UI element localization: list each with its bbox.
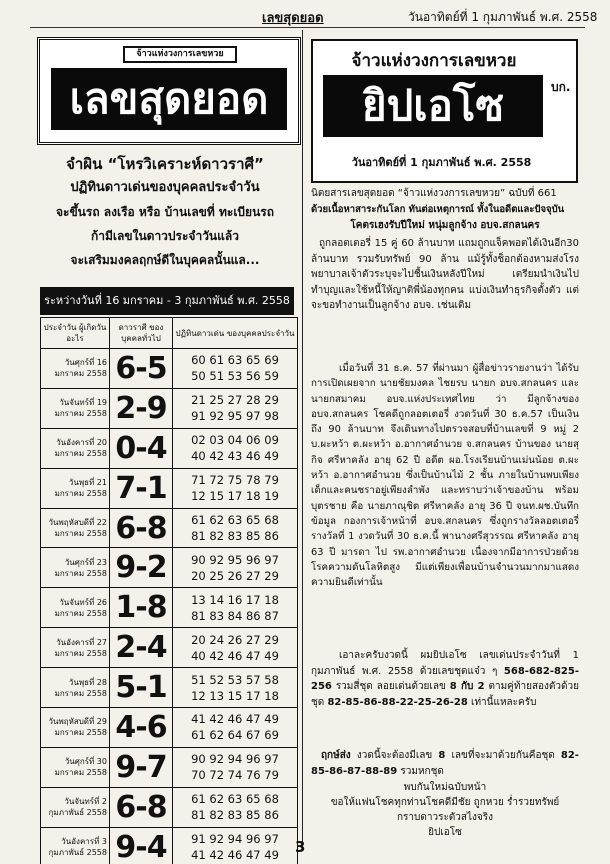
prediction-text: ตามคู่ท้ายสองตัวด้วยชุด bbox=[311, 681, 580, 708]
row-date-cell bbox=[41, 588, 110, 628]
row-numbers-line: 61 62 64 67 69 bbox=[191, 728, 279, 743]
logo-box bbox=[37, 37, 301, 145]
closing-line: กราบดาวระตัวสไงจริง bbox=[396, 812, 494, 823]
column-title-box bbox=[311, 39, 578, 183]
row-numbers-cell bbox=[173, 827, 298, 864]
row-numbers-line: 81 82 83 85 86 bbox=[191, 529, 279, 543]
row-day: วันจันทร์ที่ 19 bbox=[59, 398, 107, 408]
row-day: วันพฤหัสบดีที่ 22 bbox=[48, 518, 107, 527]
row-date-cell bbox=[41, 508, 110, 548]
row-numbers-cell bbox=[173, 428, 298, 468]
row-month: มกราคม 2558 bbox=[54, 728, 107, 738]
row-lucky-pair: 0-4 bbox=[110, 428, 173, 468]
table-row bbox=[41, 628, 298, 668]
row-numbers-cell bbox=[173, 708, 298, 748]
row-date-cell bbox=[41, 349, 110, 389]
closing-line: พบกันใหม่ฉบับหน้า bbox=[403, 782, 487, 793]
row-date-cell bbox=[41, 827, 110, 864]
row-numbers-cell bbox=[173, 628, 298, 668]
story-paragraph: ถูกลอตเตอรี่ 15 คู่ 60 ล้านบาท แถมถูกแจ็คพอตได้เงินอีก30 ล้านบาท รวมรับทรัพย์ 90 ล้าน แม้รู้ทั้งช็อกต้องหามส่งโรงพยาบาลเจ้าตัวระบุจะไปชื้นเงินหลังปีใหม่ เตรียมนำเงินไปทำบุญและใช้หนี้ให้ญาติพี่น้องทุกคน แบ่งเงินทำธุรกิจตั้งตัว แต่จะขอทำงานเป็นลูกจ้าง อบจ. เช่นเดิม bbox=[311, 238, 579, 311]
row-lucky-pair: 7-1 bbox=[110, 468, 173, 508]
row-numbers-line: 41 42 46 47 49 bbox=[191, 712, 279, 727]
row-date-cell bbox=[41, 628, 110, 668]
row-day: วันพฤหัสบดีที่ 29 bbox=[48, 717, 107, 727]
row-lucky-pair: 2-4 bbox=[110, 628, 173, 668]
page-number: 3 bbox=[295, 838, 306, 856]
row-date-cell bbox=[41, 708, 110, 748]
prediction-pairs: 82-85-86-88-22-25-26-28 bbox=[327, 696, 468, 708]
logo-tagline: จ้าวแห่งวงการเลขหวย bbox=[123, 46, 237, 63]
issue-line: นิตยสารเลขสุดยอด “จ้าวแห่งวงการเลขหวย” ฉบับที่ 661 bbox=[311, 188, 557, 199]
row-month: มกราคม 2558 bbox=[54, 529, 107, 538]
row-month: กุมภาพันธ์ 2558 bbox=[48, 848, 107, 858]
row-numbers-line: 61 62 63 65 68 bbox=[191, 792, 279, 807]
table-row bbox=[41, 468, 298, 508]
table-row bbox=[41, 428, 298, 468]
auspicious-paragraph bbox=[311, 748, 579, 779]
prediction-digits: 8 กับ 2 bbox=[449, 681, 485, 692]
row-month: กุมภาพันธ์ 2558 bbox=[48, 808, 107, 818]
row-numbers-line: 60 61 63 65 69 bbox=[191, 353, 279, 368]
table-row bbox=[41, 349, 298, 389]
auspicious-text: เลขที่จะมาด้วยกันคือชุด bbox=[451, 750, 555, 761]
prediction-text: เท่านี้แหละครับ bbox=[471, 696, 537, 708]
row-month: มกราคม 2558 bbox=[54, 409, 107, 419]
story-paragraph: เมื่อวันที่ 31 ธ.ค. 57 ที่ผ่านมา ผู้สื่อข่าวรายงานว่า ได้รับการเปิดเผยจาก นายชัยมงคล ไชยรบ นายก อบจ.สกลนคร และ นายกสมาคม อบจ.แห่งประเทศไทย ว่า มีลูกจ้างของ อบจ.สกลนคร โชคดีถูกลอตเตอรี่ งวดวันที่ 30 ธ.ค.57 เป็นเงินถึง 90 ล้านบาท จึงเดินทางไปตรวจสอบที่บ้านเลขที่ 9 หมู่ 2 บ.ผะหว้า ต.ผะหว้า อ.อากาศอำนวย จ.สกลนคร บ้านของ นายสุกิจ ศรีหาคลัง อายุ 62 ปี อดีต ผอ.โรงเรียนบ้านเม่นน้อย ต.ผะหว้า อ.อากาศอำนวย ซึ่งเป็นบ้านไม้ 2 ชั้น ภายในบ้านพบเพียงเด็กและคนชราอยู่เพียงลำพัง และทราบว่าเจ้าของบ้าน พร้อมบุตรชาย คือ นายภาณุชิต ศรีหาคลัง อายุ 36 ปี จนท.ผช.บันทึกข้อมูล กองการเจ้าหน้าที่ อบจ.สกลนคร ซึ่งถูกรางวัลลอตเตอรี่รางวัลที่ 1 งวดวันที่ 30 ธ.ค.นี้ พานางศรีสุวรรณ ศรีหาคลัง อายุ 63 ปี มารดา ไป รพ.อากาศอำนวย เนื่องจากมีอาการป่วยด้วยโรคความดันโลหิตสูง มีแต่เพียงเพื่อนบ้านจำนวนมากมาแสดงความยินดีเท่านั้น bbox=[311, 363, 579, 589]
row-lucky-pair: 9-2 bbox=[110, 548, 173, 588]
column-kicker: จ้าวแห่งวงการเลขหวย bbox=[351, 51, 517, 71]
row-date-cell bbox=[41, 668, 110, 708]
auspicious-label: ฤกษ์ส่ง bbox=[321, 750, 351, 761]
row-numbers-line: 70 72 74 76 79 bbox=[191, 768, 279, 783]
row-date-cell bbox=[41, 548, 110, 588]
row-numbers-cell bbox=[173, 588, 298, 628]
intro-heading: จำผิน “โหรวิเคราะห์ดาวราศี” bbox=[66, 155, 264, 173]
row-numbers-line: 90 92 94 96 97 bbox=[191, 752, 279, 767]
row-numbers-cell bbox=[173, 388, 298, 428]
row-numbers-line: 81 82 83 85 86 bbox=[191, 808, 279, 823]
editor-badge: บก. bbox=[551, 80, 571, 94]
intro-line: จะเสริมมงคลฤกษ์ดีในบุคคลนั้นแล... bbox=[70, 253, 260, 267]
row-numbers-cell bbox=[173, 548, 298, 588]
row-numbers-line: 91 92 94 96 97 bbox=[191, 832, 279, 847]
col-header-pair: ดาวราศี ของบุคคลทั่วไป bbox=[110, 318, 173, 349]
row-month: มกราคม 2558 bbox=[54, 369, 107, 379]
header-brand: เลขสุดยอด bbox=[262, 11, 324, 26]
row-date-cell bbox=[41, 428, 110, 468]
row-month: มกราคม 2558 bbox=[54, 768, 107, 778]
row-month: มกราคม 2558 bbox=[54, 568, 107, 578]
row-lucky-pair: 1-8 bbox=[110, 588, 173, 628]
row-numbers-line: 51 52 53 57 58 bbox=[191, 672, 279, 687]
row-day: วันอังคารที่ 20 bbox=[56, 438, 107, 448]
row-numbers-line: 20 24 26 27 29 bbox=[191, 632, 279, 647]
row-day: วันพุธที่ 28 bbox=[68, 677, 107, 687]
headline: โคตรเฮงรับปีใหม่ หนุ่มลูกจ้าง อบจ.สกลนคร bbox=[350, 220, 540, 231]
row-date-cell bbox=[41, 747, 110, 787]
prediction-paragraph bbox=[311, 648, 579, 710]
row-numbers-line: 12 15 17 18 19 bbox=[191, 489, 279, 504]
row-numbers-cell bbox=[173, 787, 298, 827]
header-date: วันอาทิตย์ที่ 1 กุมภาพันธ์ พ.ศ. 2558 bbox=[408, 10, 598, 24]
auspicious-digit: 8 bbox=[438, 750, 446, 761]
column-date: วันอาทิตย์ที่ 1 กุมภาพันธ์ พ.ศ. 2558 bbox=[351, 156, 532, 169]
row-day: วันจันทร์ที่ 2 bbox=[64, 797, 107, 807]
prediction-intro: เอาละครับงวดนี้ ผมยิปเอโซ เลขเด่นประจำวันที่ 1 กุมภาพันธ์ พ.ศ. 2558 ด้วยเลขชุดแจ๋ว ๆ bbox=[311, 650, 579, 677]
tagline: ด้วยเนื้อหาสาระกันโลก ทันต่อเหตุการณ์ ทั้งในอดีตและปัจจุบัน bbox=[311, 204, 565, 215]
closing-line: ขอให้แฟนโชคทุกท่านโชคดีมีชัย ถูกหวย ร่ำรวยทรัพย์ bbox=[330, 797, 560, 808]
row-numbers-line: 90 92 95 96 97 bbox=[191, 552, 279, 567]
row-day: วันศุกร์ที่ 23 bbox=[64, 557, 107, 567]
table-header-row bbox=[41, 318, 298, 349]
col-header-day: ประจำวัน ผู้เกิดวันอะไร bbox=[41, 318, 110, 349]
row-date-cell bbox=[41, 388, 110, 428]
table-row bbox=[41, 827, 298, 864]
row-month: มกราคม 2558 bbox=[54, 648, 107, 658]
period-banner: ระหว่างวันที่ 16 มกราคม - 3 กุมภาพันธ์ พ.ศ. 2558 bbox=[40, 287, 294, 315]
lucky-day-table bbox=[40, 317, 298, 864]
row-numbers-cell bbox=[173, 747, 298, 787]
row-lucky-pair: 6-5 bbox=[110, 349, 173, 389]
auspicious-sets: 82-85-86-87-88-89 bbox=[311, 750, 579, 777]
intro-line: จะขึ้นรถ ลงเรือ หรือ บ้านเลขที่ ทะเบียนรถ bbox=[56, 205, 274, 219]
table-row bbox=[41, 548, 298, 588]
row-lucky-pair: 5-1 bbox=[110, 668, 173, 708]
row-numbers-line: 40 42 43 46 49 bbox=[191, 449, 279, 464]
closing-signature: ยิปเอโซ bbox=[428, 827, 462, 838]
table-row bbox=[41, 708, 298, 748]
row-numbers-line: 21 25 27 28 29 bbox=[191, 393, 279, 408]
row-numbers-cell bbox=[173, 668, 298, 708]
header-divider bbox=[30, 27, 585, 28]
row-numbers-line: 12 13 15 17 18 bbox=[191, 688, 279, 703]
auspicious-text: รวมหกชุด bbox=[400, 765, 444, 777]
row-month: มกราคม 2558 bbox=[54, 489, 107, 499]
row-lucky-pair: 9-7 bbox=[110, 747, 173, 787]
row-date-cell bbox=[41, 787, 110, 827]
row-day: วันพุธที่ 21 bbox=[68, 478, 107, 488]
row-numbers-line: 41 42 46 47 49 bbox=[191, 848, 279, 863]
prediction-sets: 568-682-825-256 bbox=[311, 665, 579, 692]
row-day: วันอังคารที่ 3 bbox=[61, 837, 107, 847]
row-numbers-line: 50 51 53 56 59 bbox=[191, 369, 279, 384]
prediction-text: รวมสี่ชุด ลอยเด่นด้วยเลข bbox=[335, 681, 446, 692]
row-numbers-cell bbox=[173, 508, 298, 548]
row-month: มกราคม 2558 bbox=[54, 608, 107, 618]
row-month: มกราคม 2558 bbox=[54, 449, 107, 459]
row-day: วันอังคารที่ 27 bbox=[56, 637, 107, 647]
row-lucky-pair: 2-9 bbox=[110, 388, 173, 428]
row-day: วันจันทร์ที่ 26 bbox=[59, 597, 107, 607]
table-row bbox=[41, 508, 298, 548]
row-numbers-line: 02 03 04 06 09 bbox=[191, 433, 279, 448]
row-numbers-line: 81 83 84 86 87 bbox=[191, 608, 279, 623]
row-lucky-pair: 4-6 bbox=[110, 708, 173, 748]
table-row bbox=[41, 588, 298, 628]
table-row bbox=[41, 388, 298, 428]
intro-line: ก้ามีเลขในดาวประจำวันแล้ว bbox=[91, 229, 239, 243]
row-numbers-line: 91 92 95 97 98 bbox=[191, 409, 279, 424]
row-lucky-pair: 6-8 bbox=[110, 508, 173, 548]
row-numbers-line: 13 14 16 17 18 bbox=[191, 592, 279, 607]
auspicious-text: งวดนี้จะต้องมีเลข bbox=[356, 750, 433, 761]
table-row bbox=[41, 787, 298, 827]
row-numbers-cell bbox=[173, 349, 298, 389]
logo-title: เลขสุดยอด bbox=[51, 68, 287, 130]
table-row bbox=[41, 668, 298, 708]
column-title: ยิปเอโซ bbox=[323, 75, 543, 137]
row-numbers-line: 61 62 63 65 68 bbox=[191, 513, 279, 527]
row-numbers-line: 20 25 26 27 29 bbox=[191, 568, 279, 583]
intro-subheading: ปฏิทินดาวเด่นของบุคคลประจำวัน bbox=[70, 180, 260, 195]
col-header-numbers: ปฏิทินดาวเด่น ของบุคคลประจำวัน bbox=[173, 318, 298, 349]
row-lucky-pair: 6-8 bbox=[110, 787, 173, 827]
row-numbers-line: 40 42 46 47 49 bbox=[191, 648, 279, 663]
row-numbers-line: 71 72 75 78 79 bbox=[191, 473, 279, 488]
row-day: วันศุกร์ที่ 16 bbox=[64, 358, 107, 368]
table-row bbox=[41, 747, 298, 787]
row-date-cell bbox=[41, 468, 110, 508]
row-lucky-pair: 9-4 bbox=[110, 827, 173, 864]
row-month: มกราคม 2558 bbox=[54, 688, 107, 698]
column-divider bbox=[302, 30, 303, 848]
row-numbers-cell bbox=[173, 468, 298, 508]
row-day: วันศุกร์ที่ 30 bbox=[64, 757, 107, 767]
